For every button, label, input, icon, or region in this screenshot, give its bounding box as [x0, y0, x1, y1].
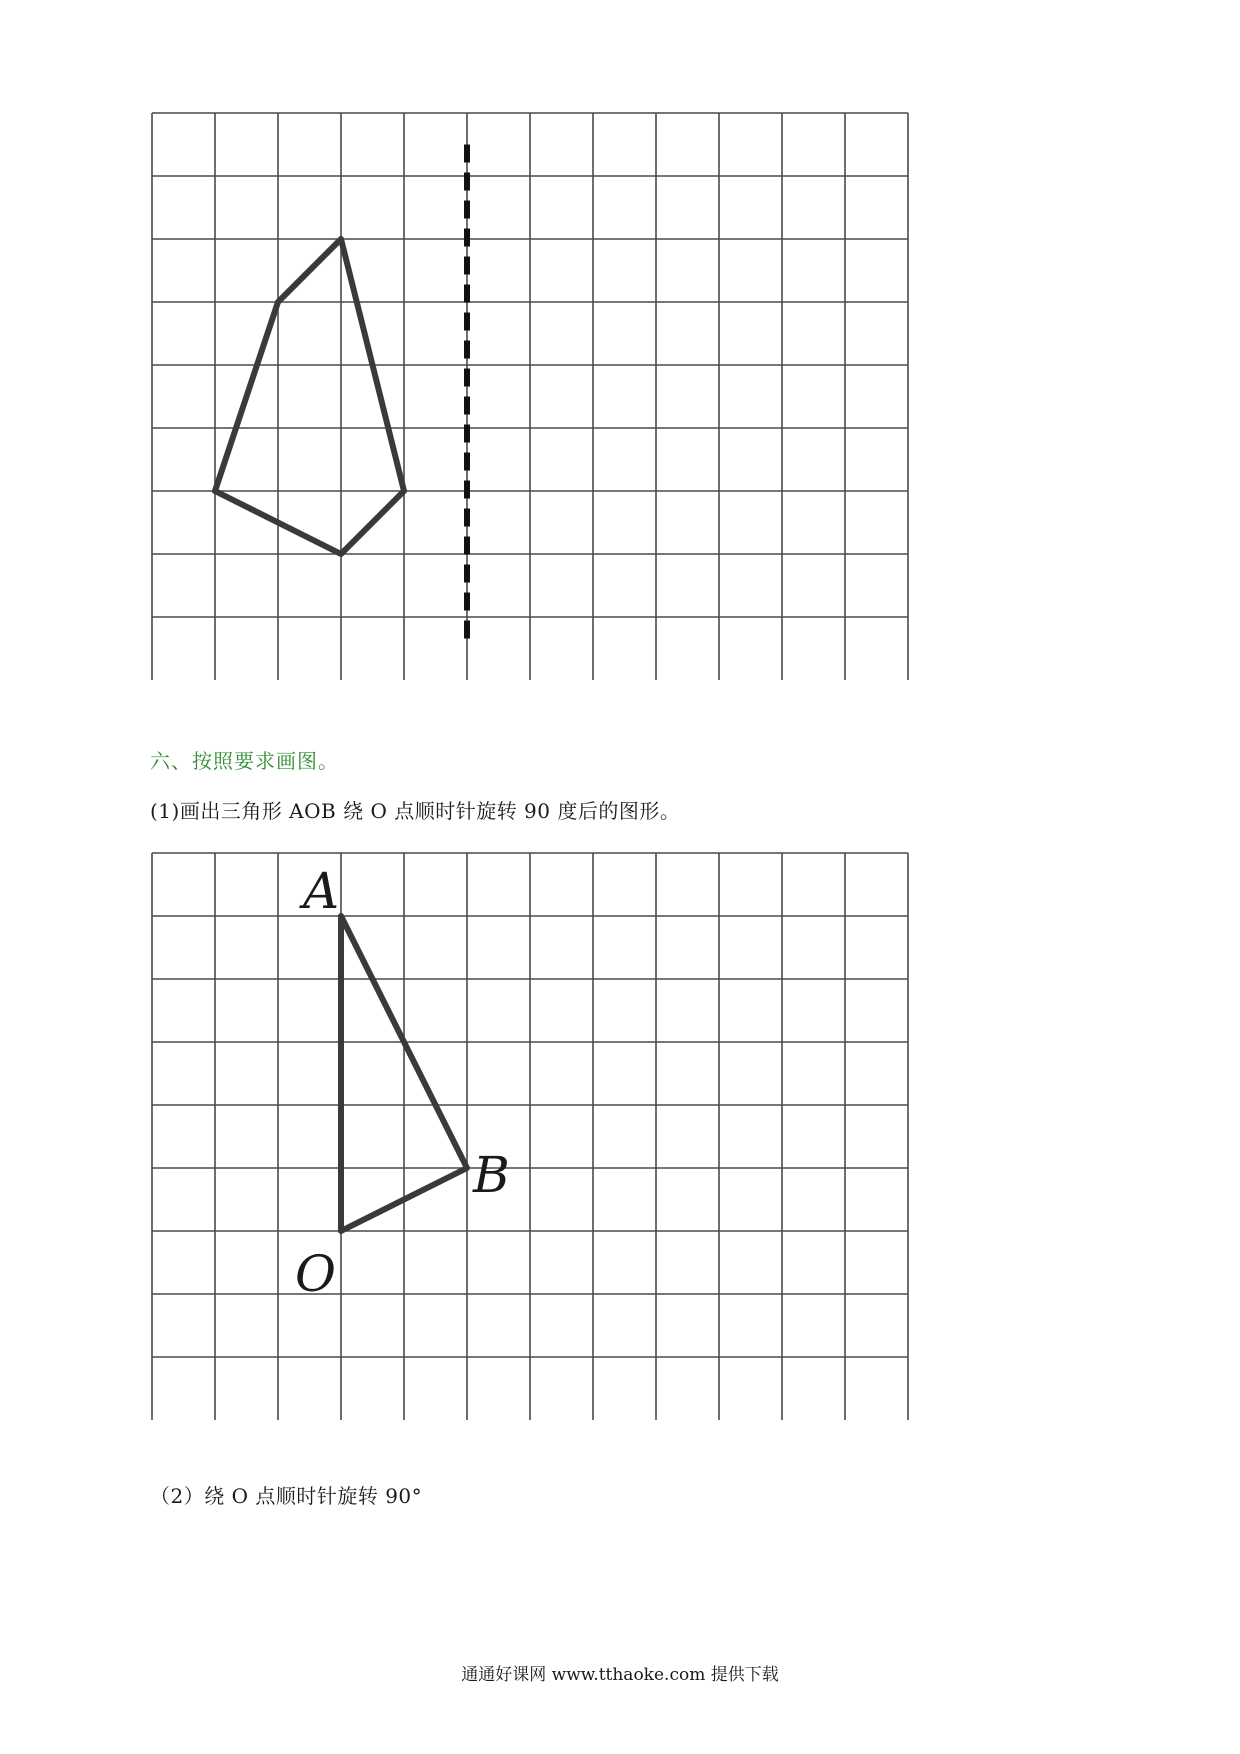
question-1-text: (1)画出三角形 AOB 绕 O 点顺时针旋转 90 度后的图形。 [150, 799, 681, 823]
quadrilateral-shape [215, 239, 404, 554]
bottom-grid [152, 853, 908, 1420]
point-label-b: B [473, 1146, 510, 1204]
point-label-a: A [303, 862, 340, 920]
question-2-text: （2）绕 O 点顺时针旋转 90° [150, 1484, 423, 1508]
point-label-o: O [295, 1245, 336, 1303]
top-grid [152, 113, 908, 680]
footer-text: 通通好课网 www.tthaoke.com 提供下载 [461, 1665, 779, 1685]
section-heading: 六、按照要求画图。 [150, 749, 339, 773]
